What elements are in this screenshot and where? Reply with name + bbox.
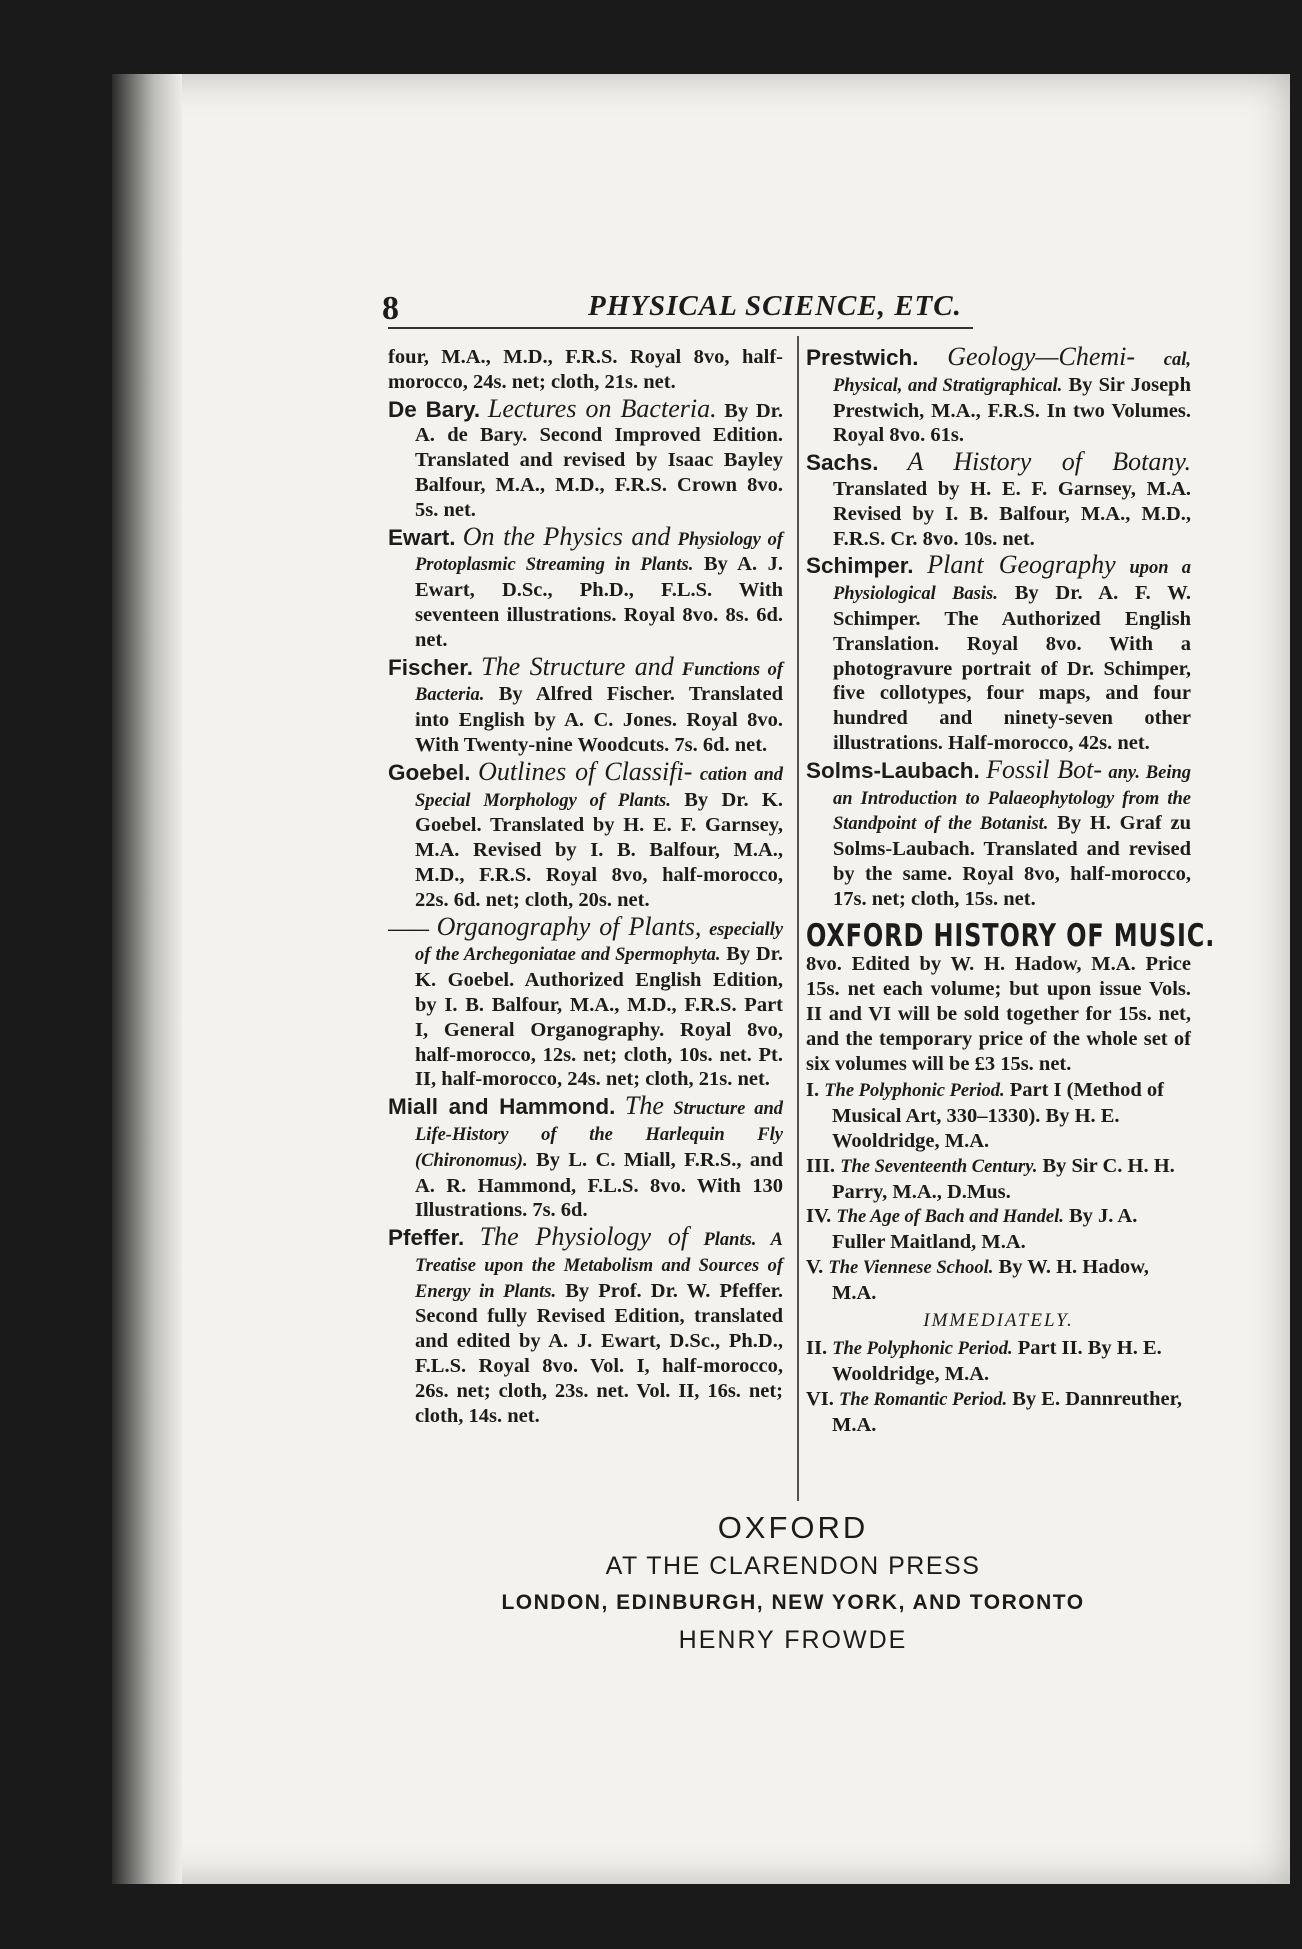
column-divider [797, 336, 799, 1501]
volume-title: The Romantic Period. [839, 1389, 1008, 1410]
entry-schimper [806, 550, 1191, 755]
volume-title: The Viennese School. [828, 1257, 994, 1278]
entry-author: De Bary. [388, 396, 481, 422]
entry-title: Outlines of Classifi- [478, 756, 693, 786]
volume-item [806, 1336, 1191, 1387]
entry-text: By Dr. K. Goebel. Translated by H. E. F. Garnsey, M.A. Revised by I. B. Balfour, M.A., M.D., F.R.S. Royal 8vo, half-morocco, 22s. 6d. net; cloth, 20s. net. [415, 788, 783, 911]
entry-subtitle: Functions of Bacteria. [415, 659, 784, 706]
volume-title: The Seventeenth Century. [840, 1156, 1038, 1177]
entry-author: Ewart. [388, 524, 456, 550]
entry-text: By L. C. Miall, F.R.S., and A. R. Hammond, F.L.S. 8vo. With 130 Illustrations. 7s. 6d. [415, 1148, 783, 1222]
entry-text: By Dr. A. de Bary. Second Improved Edition. Translated and revised by Isaac Bayley Balfour, M.A., M.D., F.R.S. Crown 8vo. 5s. net. [415, 399, 784, 521]
volume-number: V. [806, 1255, 824, 1278]
volume-title: The Polyphonic Period. [832, 1339, 1013, 1360]
entry-author: Pfeffer. [388, 1225, 465, 1251]
entry-fischer [388, 651, 784, 758]
entry-continued: four, M.A., M.D., F.R.S. Royal 8vo, half-morocco, 24s. net; cloth, 21s. net. [388, 346, 783, 393]
entry-text: By Alfred Fischer. Translated into English by A. C. Jones. Royal 8vo. With Twenty-nine Woodcuts. 7s. 6d. net. [415, 683, 784, 756]
header-rule [388, 327, 973, 329]
entry-subtitle: Physiology of Protoplasmic Streaming in Plants. [415, 529, 783, 576]
entry-title: Fossil Bot- [986, 754, 1103, 784]
volume-item [806, 1154, 1191, 1205]
volume-number: IV. [806, 1205, 832, 1228]
volume-number: VI. [806, 1387, 834, 1410]
entry-title: Plant Geography [927, 550, 1116, 580]
entry-text: By Sir Joseph Prestwich, M.A., F.R.S. In two Volumes. Royal 8vo. 61s. [833, 373, 1191, 447]
entry-author: Goebel. [388, 759, 471, 785]
entry-title: Geology—Chemi- [947, 342, 1136, 371]
entry-title: Organography of Plants, [436, 911, 702, 941]
entry-subtitle: cal, Physical, and Stratigraphical. [833, 350, 1191, 396]
oxford-history-heading: OXFORD HISTORY OF MUSIC. [806, 917, 1216, 954]
entry-subtitle: especially of the Archegoniatae and Spermophyta. [415, 919, 784, 966]
publisher-imprint [388, 1508, 1198, 1658]
volume-title: The Polyphonic Period. [824, 1081, 1005, 1102]
entry-title: The Physiology of [479, 1222, 689, 1252]
oxford-history-description: 8vo. Edited by W. H. Hadow, M.A. Price 15s. net each volume; but upon issue Vols. II and VI will be sold together for 15s. net, and the temporary price of the whole set of six volumes will be £3 15s. net. [806, 953, 1191, 1075]
entry-author: Miall and Hammond. [388, 1094, 616, 1120]
entry-title: The Structure and [481, 651, 674, 681]
volume-text: Part I (Method of Musical Art, 330–1330). By H. E. Wooldridge, M.A. [832, 1079, 1164, 1152]
entry-title: The [624, 1091, 664, 1121]
volume-text: By J. A. Fuller Maitland, M.A. [832, 1205, 1138, 1254]
entry-pfeffer [388, 1222, 784, 1428]
volume-number: III. [806, 1154, 836, 1177]
right-column [806, 342, 1216, 1437]
entry-author: Sachs. [806, 450, 879, 476]
imprint-publisher: HENRY FROWDE [678, 1626, 908, 1654]
entry-solms-laubach [806, 754, 1191, 912]
volume-number: II. [806, 1337, 828, 1360]
entry-author: Solms-Laubach. [806, 757, 980, 783]
entry-subtitle: Structure and Life-History of the Harlequin Fly (Chironomus). [415, 1099, 784, 1171]
entry-goebel-organography [388, 911, 784, 1093]
entry-author: Schimper. [806, 553, 914, 579]
volume-text: By Sir C. H. H. Parry, M.A., D.Mus. [832, 1154, 1175, 1203]
volume-number: I. [806, 1079, 820, 1102]
entry-subtitle: any. Being an Introduction to Palaeophytology from the Standpoint of the Botanist. [833, 762, 1191, 835]
entry-title: Lectures on Bacteria. [487, 393, 717, 423]
entry-text: By H. Graf zu Solms-Laubach. Translated and revised by the same. Royal 8vo, half-morocco, 17s. net; cloth, 15s. net. [833, 812, 1191, 910]
entry-author: Prestwich. [806, 345, 919, 370]
entry-goebel-outlines [388, 756, 784, 913]
entry-de-bary [388, 393, 784, 523]
entry-text: By Dr. K. Goebel. Authorized English Edition, by I. B. Balfour, M.A., M.D., F.R.S. Part I, General Organography. Royal 8vo, half-morocco, 12s. net; cloth, 10s. net. Pt. II, half-morocco, 24s. net; cloth, 21s. net. [415, 943, 784, 1091]
volume-item [806, 1387, 1191, 1438]
entry-sachs [806, 447, 1191, 551]
imprint-press: AT THE CLARENDON PRESS [605, 1552, 981, 1580]
page-binding-shadow [112, 74, 182, 1884]
entry-title: On the Physics and [462, 521, 671, 551]
imprint-locations: LONDON, EDINBURGH, NEW YORK, AND TORONTO [501, 1591, 1085, 1614]
volume-title: The Age of Bach and Handel. [836, 1207, 1064, 1228]
volume-text: By W. H. Hadow, M.A. [832, 1255, 1149, 1304]
volume-text: Part II. By H. E. Wooldridge, M.A. [832, 1337, 1162, 1386]
left-column [388, 345, 783, 1430]
entry-subtitle: Plants. A Treatise upon the Metabolism and Sources of Energy in Plants. [415, 1230, 783, 1302]
ditto-dash: —— [388, 917, 429, 940]
volume-item [806, 1255, 1191, 1306]
immediately-label: IMMEDIATELY. [923, 1310, 1074, 1332]
entry-text: By Prof. Dr. W. Pfeffer. Second fully Revised Edition, translated and edited by A. J. Ewart, D.Sc., Ph.D., F.L.S. Royal 8vo. Vol. I, half-morocco, 26s. net; cloth, 23s. net. Vol. II, 16s. net; cloth, 14s. net. [415, 1279, 784, 1427]
running-title: PHYSICAL SCIENCE, ETC. [588, 290, 962, 322]
entry-text: By Dr. A. F. W. Schimper. The Authorized English Translation. Royal 8vo. With a photogravure portrait of Dr. Schimper, five collotypes, four maps, and four hundred and ninety-seven other illustrations. Half-morocco, 42s. net. [833, 582, 1191, 754]
entry-subtitle: upon a Physiological Basis. [833, 558, 1191, 605]
page-number: 8 [382, 290, 399, 327]
volume-item [806, 1078, 1191, 1153]
entry-author: Fischer. [388, 654, 474, 680]
entry-prestwich [806, 342, 1191, 448]
entry-subtitle: cation and Special Morphology of Plants. [415, 764, 784, 811]
volume-item [806, 1204, 1191, 1255]
entry-miall-hammond [388, 1091, 784, 1223]
entry-text: By A. J. Ewart, D.Sc., Ph.D., F.L.S. With seventeen illustrations. Royal 8vo. 8s. 6d. net. [415, 553, 783, 651]
imprint-city: OXFORD [717, 1510, 869, 1545]
entry-title: A History of Botany. [907, 447, 1191, 477]
entry-ewart [388, 521, 783, 653]
entry-text: Translated by H. E. F. Garnsey, M.A. Revised by I. B. Balfour, M.A., M.D., F.R.S. Cr. 8vo. 10s. net. [833, 477, 1191, 550]
volume-text: By E. Dannreuther, M.A. [832, 1387, 1182, 1436]
